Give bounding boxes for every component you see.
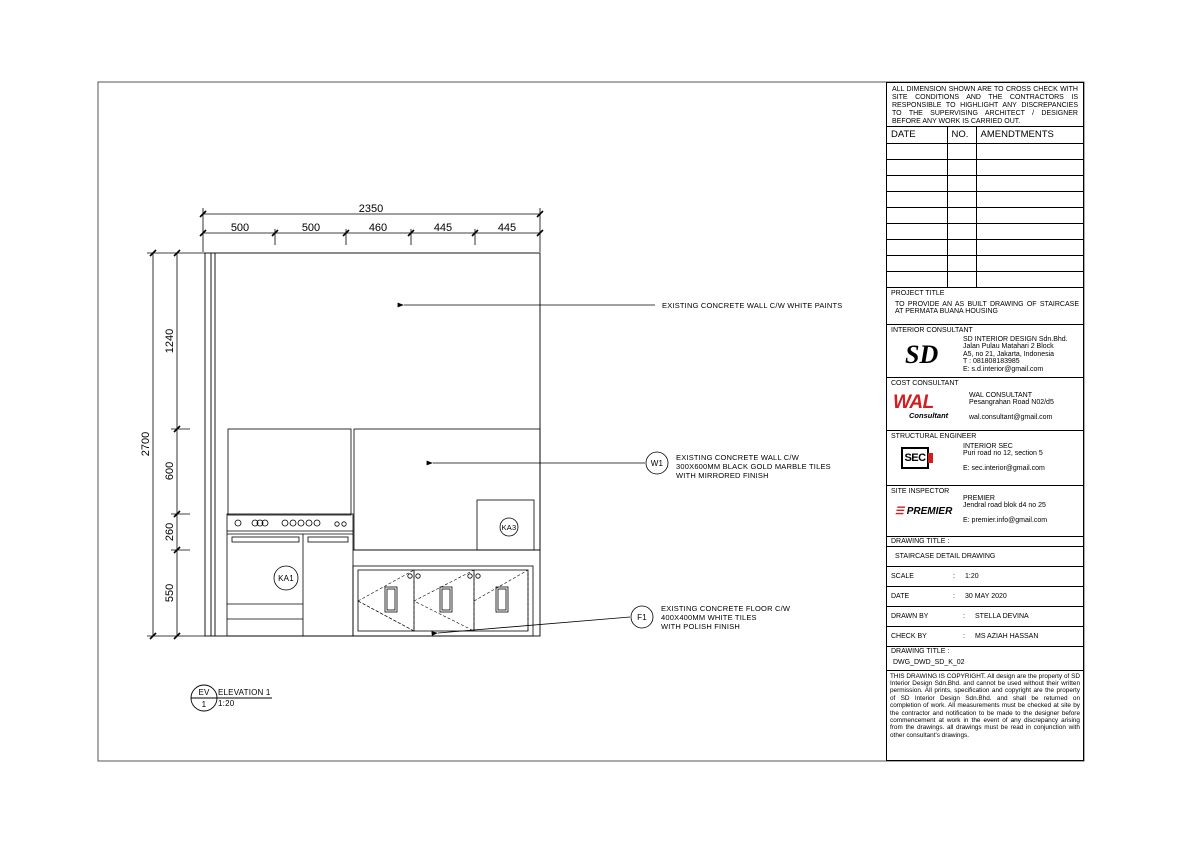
elevation-tag-top: EV [198,688,210,697]
premier-logo-text: PREMIER [906,505,953,517]
interior-line: A5, no 21, Jakarta, Indonesia [963,350,1055,358]
copyright-note: THIS DRAWING IS COPYRIGHT. All design are the property of SD Interior Design Sdn.Bhd. and cannot be used without their written permission. All prints, specification and copyright are the property of SD Interior Design Sdn.Bhd. and shall be returned on completion of work. All measurements must be checked at site by the contractor and notification to be made to the designer before commencement at work in the event of any discrepancy arising from the drawings. all drawings must be read in conjunction with other consultant's drawings. [890,672,1080,739]
stove-knobs [235,520,346,526]
colon: : [963,612,965,620]
drawn-by-label: DRAWN BY [891,612,929,620]
table-row [887,191,1083,207]
dim-height-4: 550 [164,583,176,603]
w1-tag: W1 [650,459,664,468]
elevation-tag-bottom: 1 [201,700,207,709]
f1-note-line3: WITH POLISH FINISH [661,622,741,631]
drawing-number-label: DRAWING TITLE : [891,647,950,655]
sec-logo-accent [928,453,933,463]
w1-note-line1: EXISTING CONCRETE WALL C/W [676,453,799,462]
project-title: TO PROVIDE AN AS BUILT DRAWING OF STAIRCASE AT PERMATA BUANA HOUSING [895,300,1079,315]
dim-overall-height: 2700 [140,431,152,457]
check-by-value: MS AZIAH HASSAN [975,632,1039,640]
dim-overall-width: 2350 [358,203,384,215]
cost-line: wal.consultant@gmail.com [969,413,1053,421]
f1-leader [438,617,630,633]
sd-logo: SD [905,339,939,369]
site-inspector-label: SITE INSPECTOR [891,487,950,495]
sec-logo [901,447,929,469]
drawn-by-row [887,607,1083,627]
site-line: PREMIER [963,494,995,502]
cost-line [969,407,1054,414]
colon: : [953,572,955,580]
interior-consultant-section [887,325,1083,378]
table-row [887,207,1083,223]
table-row [887,223,1083,239]
dim-seg-4: 445 [433,222,453,234]
drawing-title-label: DRAWING TITLE : [891,537,950,545]
dim-height-2: 600 [164,461,176,481]
cost-consultant-label: COST CONSULTANT [891,379,959,387]
cost-line: Pesangrahan Road N02/d5 [969,399,1054,406]
premier-logo [895,506,952,517]
cost-consultant-info [969,392,1054,422]
f1-note-line1: EXISTING CONCRETE FLOOR C/W [661,604,791,613]
dim-seg-1: 500 [230,222,250,234]
date-row [887,587,1083,607]
date-value: 30 MAY 2020 [965,592,1007,600]
drawing-title: STAIRCASE DETAIL DRAWING [895,552,996,560]
cabinet-handles [385,574,508,612]
amend-header-no: NO. [947,127,976,143]
dim-height-3: 260 [164,522,176,542]
structural-line: INTERIOR SEC [963,442,1013,450]
scale-row [887,567,1083,587]
cabinet-swing-lines [358,570,528,631]
w1-note-line3: WITH MIRRORED FINISH [676,471,769,480]
drawing-number: DWG_DWD_SD_K_02 [893,658,965,666]
interior-line: E: s.d.interior@gmail.com [963,365,1044,373]
amend-header-amendments: AMENDTMENTS [976,127,1083,143]
table-row [887,159,1083,175]
check-by-row [887,627,1083,647]
lower-cabinets [353,500,540,636]
sec-logo-text: SEC [904,451,926,464]
dim-seg-5: 445 [497,222,517,234]
dim-height-1: 1240 [164,328,176,354]
drawing-number-section [887,647,1083,671]
structural-engineer-label: STRUCTURAL ENGINEER [891,432,977,440]
table-row [887,239,1083,255]
ka1-tag: KA1 [278,574,294,583]
structural-engineer-section [887,431,1083,486]
colon: : [953,592,955,600]
w1-note-line2: 300X600MM BLACK GOLD MARBLE TILES [676,462,831,471]
site-line [963,510,1047,517]
structural-line [963,458,1045,465]
wall-paint-note: EXISTING CONCRETE WALL C/W WHITE PAINTS [662,301,843,310]
dim-seg-2: 500 [301,222,321,234]
wal-logo-sub: Consultant [909,410,949,420]
site-line: Jendral road blok d4 no 25 [963,502,1046,509]
scale-value: 1:20 [965,572,979,580]
table-row [887,271,1083,287]
table-row [887,143,1083,159]
title-block [886,82,1084,761]
site-inspector-section [887,486,1083,537]
interior-line: SD INTERIOR DESIGN Sdn.Bhd. [963,335,1068,343]
date-label: DATE [891,592,910,600]
interior-consultant-info [963,336,1068,374]
amend-header-date: DATE [887,127,947,143]
wal-logo: WAL [893,391,934,413]
table-row [887,127,1083,143]
cost-line: WAL CONSULTANT [969,391,1033,399]
vertical-dimensions [147,250,205,639]
table-row [887,255,1083,271]
site-line: E: premier.info@gmail.com [963,516,1048,524]
wall-elevation [205,253,540,636]
dim-seg-3: 460 [368,222,388,234]
marble-tile-panels [228,429,540,550]
project-title-label: PROJECT TITLE [891,289,945,297]
scale-label: SCALE [891,572,914,580]
elevation-scale: 1:20 [218,699,235,708]
drawing-title-section [887,547,1083,567]
colon: : [963,632,965,640]
disclaimer-note: ALL DIMENSION SHOWN ARE TO CROSS CHECK WITH SITE CONDITIONS AND THE CONTRACTORS IS RESPONSIBLE TO HIGHLIGHT ANY DISCREPANCIES TO THE SUPERVISING ARCHITECT / DESIGNER BEFORE ANY WORK IS CARRIED OUT. [887,83,1083,127]
project-title-section [887,287,1083,325]
cost-consultant-section [887,378,1083,431]
structural-engineer-info [963,443,1045,473]
site-inspector-info [963,495,1047,525]
check-by-label: CHECK BY [891,632,927,640]
drawn-by-value: STELLA DEVINA [975,612,1029,620]
ka3-tag: KA3 [501,523,517,532]
structural-line: E: sec.interior@gmail.com [963,464,1045,472]
f1-note-line2: 400X400MM WHITE TILES [661,613,757,622]
f1-tag: F1 [637,613,647,622]
drawing-title-label-section [887,537,1083,547]
premier-logo-mark: ☰ [895,505,904,517]
interior-consultant-label: INTERIOR CONSULTANT [891,326,973,334]
amendments-table [887,127,1083,288]
table-row [887,175,1083,191]
structural-line: Puri road no 12, section 5 [963,450,1043,457]
interior-line: T : 081808183985 [963,358,1020,365]
interior-line: Jalan Pulau Matahari 2 Block [963,343,1054,350]
elevation-title: ELEVATION 1 [218,688,271,697]
